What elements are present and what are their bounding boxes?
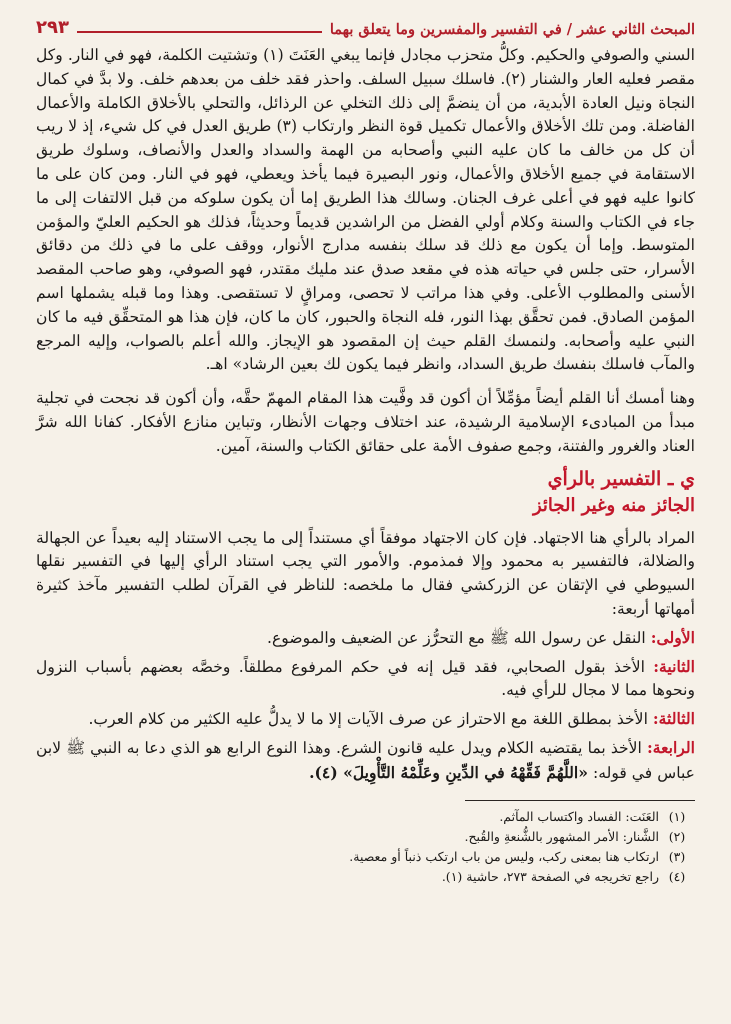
- footnote-text: الشَّنار: الأمر المشهور بالشُّنعةِ والقُبح.: [464, 828, 659, 844]
- item-text: الأخذ بقول الصحابي، فقد قيل إنه في حكم المرفوع مطلقاً. وخصَّه بعضهم بأسباب النزول ونحوها مما لا مجال للرأي فيه.: [36, 657, 695, 700]
- section-title: ي ـ التفسير بالرأي: [547, 467, 695, 490]
- intro-paragraph: المراد بالرأي هنا الاجتهاد. فإن كان الاجتهاد موفقاً أي مستنداً إلى ما يجب الاستناد إليه بعيداً عن الجهالة والضلالة، فالتفسير به محمود وإلا فمذموم. والأمور التي يجب استناد الرأي إليها في التفسير نقلها السيوطي في الإتقان عن الزركشي فقال ما ملخصه: للناظر في القرآن لطلب التفسير مآخذ كثيرة أمهاتها أربعة:: [36, 528, 695, 618]
- list-item-first: [36, 626, 695, 651]
- paragraph-2: وهنا أمسك أنا القلم أيضاً مؤمِّلاً أن أكون قد وفَّيت هذا المقام المهمّ حقَّه، وأن أكون قد نجحت في تجلية مبدأ من المبادىء الإسلامية الرشيدة، عند اختلاف وجهات الأنظار، وتباين منازع الأفكار. كفانا الله شرَّ العناد والغرور والفتنة، وجمع صفوف الأمة على حقائق الكتاب والسنة، آمين.: [36, 389, 695, 455]
- list-item-third: [36, 707, 695, 732]
- item-label: الثالثة:: [652, 709, 695, 729]
- footnote: [36, 827, 695, 847]
- item-label: الأولى:: [650, 627, 695, 647]
- footnote-number: (٤): [668, 868, 686, 884]
- hadith-quote: «اللَّهُمَّ فَقِّهْهُ في الدِّينِ وعَلِّمْهُ التَّأْوِيلَ» (٤).: [309, 762, 588, 782]
- page-body: [36, 44, 695, 786]
- list-item-second: [36, 655, 695, 704]
- item-label: الثانية:: [653, 656, 695, 676]
- section-subtitle: الجائز منه وغير الجائز: [532, 494, 695, 516]
- footnote-number: (١): [668, 808, 686, 824]
- chapter-title: المبحث الثاني عشر / في التفسير والمفسرين وما يتعلق بهما: [329, 21, 695, 38]
- item-label: الرابعة:: [647, 737, 695, 757]
- footnote-number: (٣): [668, 848, 686, 864]
- footnote: [36, 867, 695, 887]
- footnotes: [36, 807, 695, 887]
- paragraph-1: السني والصوفي والحكيم. وكلُّ متحزب مجادل فإنما يبغي العَنَتَ (١) وتشتيت الكلمة، فهو في النار. وكل مقصر فعليه العار والشنار (٢). فاسلك سبيل السلف. واحذر فقد خلف من بعدهم خلف. ولا بدَّ في كمال النجاة ونيل العادة الأبدية، من أن ينضمَّ إلى ذلك التخلي عن الرذائل، والتحلي بالأخلاق الكاملة والأعمال الفاضلة. ومن تلك الأخلاق والأعمال تكميل قوة النظر وارتكاب (٣) طريق العدل في كل شيء، إذ لا ريب أن كل من خالف ما كان عليه النبي وأصحابه من الهمة والسداد والعدل والأنصاف، وسلوك طريق الاستقامة في جميع الأخلاق والأعمال، ونور البصيرة فيما يأخذ ويعطي، فهو في النار. ومن كان على ما كانوا عليه فهو في أعلى غرف الجنان. وسالك هذا الطريق إما أن يكون سلوكه من قبل الالتفات إلى ما جاء في الكتاب والسنة وكلام أولي الفضل من الراشدين قديماً وحديثاً، فذلك هو الحكيم العليّ والمؤمن المتوسط. وإما أن يكون مع ذلك قد سلك بنفسه مدارج الأنوار، ووقف على ما في ذلك من دقائق الأسرار، حتى جلس في حياته هذه في مقعد صدق عند مليك مقتدر، فهو الصوفي، وهو صاحب المقصد الأسنى والمطلوب الأعلى. وفي هذا مراتب لا تحصى، ومراقٍ لا تستقصى. وهذا وما قبله يشملها اسم المؤمن الصادق. فمن تحقَّق بهذا النور، فله النجاة والحبور، كان ما كان، فإن هذا هو المتحقِّق فيه ما كان النبي عليه وأصحابه. ولنمسك القلم حيث إن المقصود هو الإيجاز. والله أعلم بالصواب، وإليه المرجع والمآب فاسلك بنفسك طريق السداد، وانظر فيما يكون لك بعين الرشاد» اهـ.: [36, 46, 695, 374]
- footnote: [36, 847, 695, 867]
- footnote: [36, 807, 695, 827]
- item-text: الأخذ بمطلق اللغة مع الاحتراز عن صرف الآيات إلا ما لا يدلُّ عليه الكثير من كلام العرب.: [88, 710, 648, 729]
- item-text: النقل عن رسول الله ﷺ مع التحرُّز عن الضعيف والموضوع.: [267, 628, 646, 647]
- footnote-text: ارتكاب هنا بمعنى ركب، وليس من باب ارتكب ذنباً أو معصية.: [349, 848, 659, 864]
- footnote-text: العَنَت: الفساد واكتساب المآثم.: [499, 808, 659, 824]
- item-text: الأخذ بما يقتضيه الكلام ويدل عليه قانون الشرع. وهذا النوع الرابع هو الذي دعا به النبي ﷺ لابن عباس في قوله:: [36, 738, 695, 782]
- footnote-divider: [465, 800, 695, 801]
- page-number: ٢٩٣: [36, 17, 69, 38]
- list-item-fourth: [36, 736, 695, 786]
- page-header: [36, 14, 695, 38]
- footnote-text: راجع تخريجه في الصفحة ٢٧٣، حاشية (١).: [441, 868, 659, 884]
- header-rule: [77, 31, 322, 33]
- footnote-number: (٢): [668, 828, 686, 844]
